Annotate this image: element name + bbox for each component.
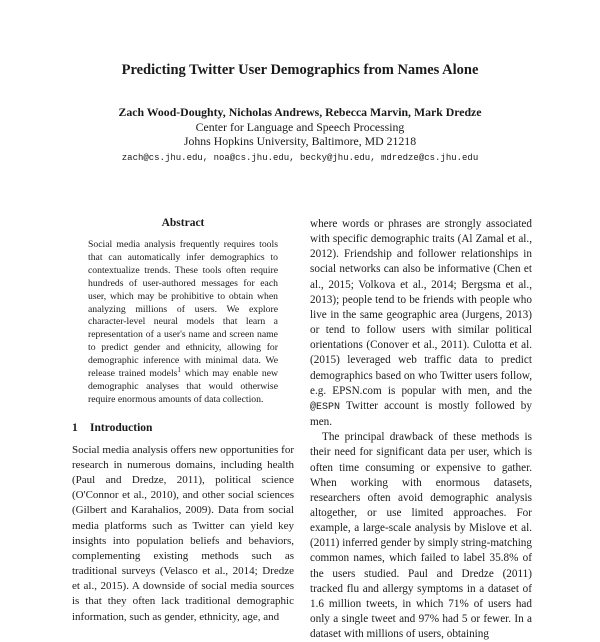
section-title: Introduction — [90, 421, 153, 434]
footnote-marker: 1 — [177, 365, 181, 374]
body-paragraph — [310, 217, 532, 430]
author-names: Zach Wood-Doughty, Nicholas Andrews, Rebecca Marvin, Mark Dredze — [118, 105, 482, 119]
section-heading — [72, 421, 294, 435]
paragraph-text: where words or phrases are strongly associated with specific demographic traits (Al Zamal et al., 2012). Friendship and follower relationships in social networks can also be informative (Chen et al., 2015; Volkova et al., 2014; Bergsma et al., 2013); people tend to be friends with people who live in the same geographic area (Jurgens, 2013) or tend to follow users with similar political orientations (Conover et al., 2011). Culotta et al. (2015) leveraged web traffic data to predict demographics based on who Twitter users follow, e.g. EPSN.com is popular with men, and the — [310, 218, 532, 397]
affiliation: Center for Language and Speech Processing — [195, 119, 405, 134]
intro-paragraph: Social media analysis offers new opportunities for research in numerous domains, including health (Paul and Dredze, 2011), political science (O'Connor et al., 2010), and other social sciences (Gilbert and Karahalios, 2009). Data from social media platforms such as Twitter can yield key insights into population beliefs and behaviors, complementing existing methods such as traditional surveys (Velasco et al., 2014; Dredze et al., 2015). A downside of social media sources is that they often lack traditional demographic information, such as gender, ethnicity, age, and — [72, 443, 294, 623]
abstract-body-end: which may enable new demographic analyses that would otherwise require enormous amounts of data collection. — [88, 368, 278, 405]
section-number: 1 — [72, 421, 78, 434]
right-column — [310, 217, 532, 642]
university: Johns Hopkins University, Baltimore, MD 21218 — [183, 134, 417, 148]
abstract-heading: Abstract — [161, 217, 205, 229]
twitter-handle: @ESPN — [310, 401, 341, 413]
left-column — [72, 216, 294, 625]
paper-title: Predicting Twitter User Demographics from Names Alone — [121, 62, 479, 78]
abstract-text — [88, 239, 278, 407]
author-emails: zach@cs.jhu.edu, noa@cs.jhu.edu, becky@jhu.edu, mdredze@cs.jhu.edu — [121, 152, 479, 163]
author-block — [0, 105, 600, 165]
body-paragraph: The principal drawback of these methods is their need for significant data per user, which is often time consuming or expensive to gather. When working with enormous datasets, researchers often avoid demographic analysis altogether, or use limited approaches. For example, a large-scale analysis by Mislove et al. (2011) inferred gender by simply string-matching common names, which failed to label 35.8% of the users studied. Paul and Dredze (2011) tracked flu and allergy symptoms in a dataset of 1.6 million tweets, in which 71% of users had only a single tweet and 97% had 5 or fewer. In a dataset with millions of users, obtaining — [310, 431, 532, 641]
paragraph-text-end: Twitter account is mostly followed by men. — [310, 399, 532, 429]
abstract-body: Social media analysis frequently requires tools that can automatically infer demographics to contextualize trends. These tools often require hundreds of user-authored messages for each user, which may be prohibitive to obtain when analyzing millions of users. We explore character-level neural models that learn a representation of a user's name and screen name to predict gender and ethnicity, allowing for demographic inference with minimal data. We release trained models — [88, 239, 278, 380]
